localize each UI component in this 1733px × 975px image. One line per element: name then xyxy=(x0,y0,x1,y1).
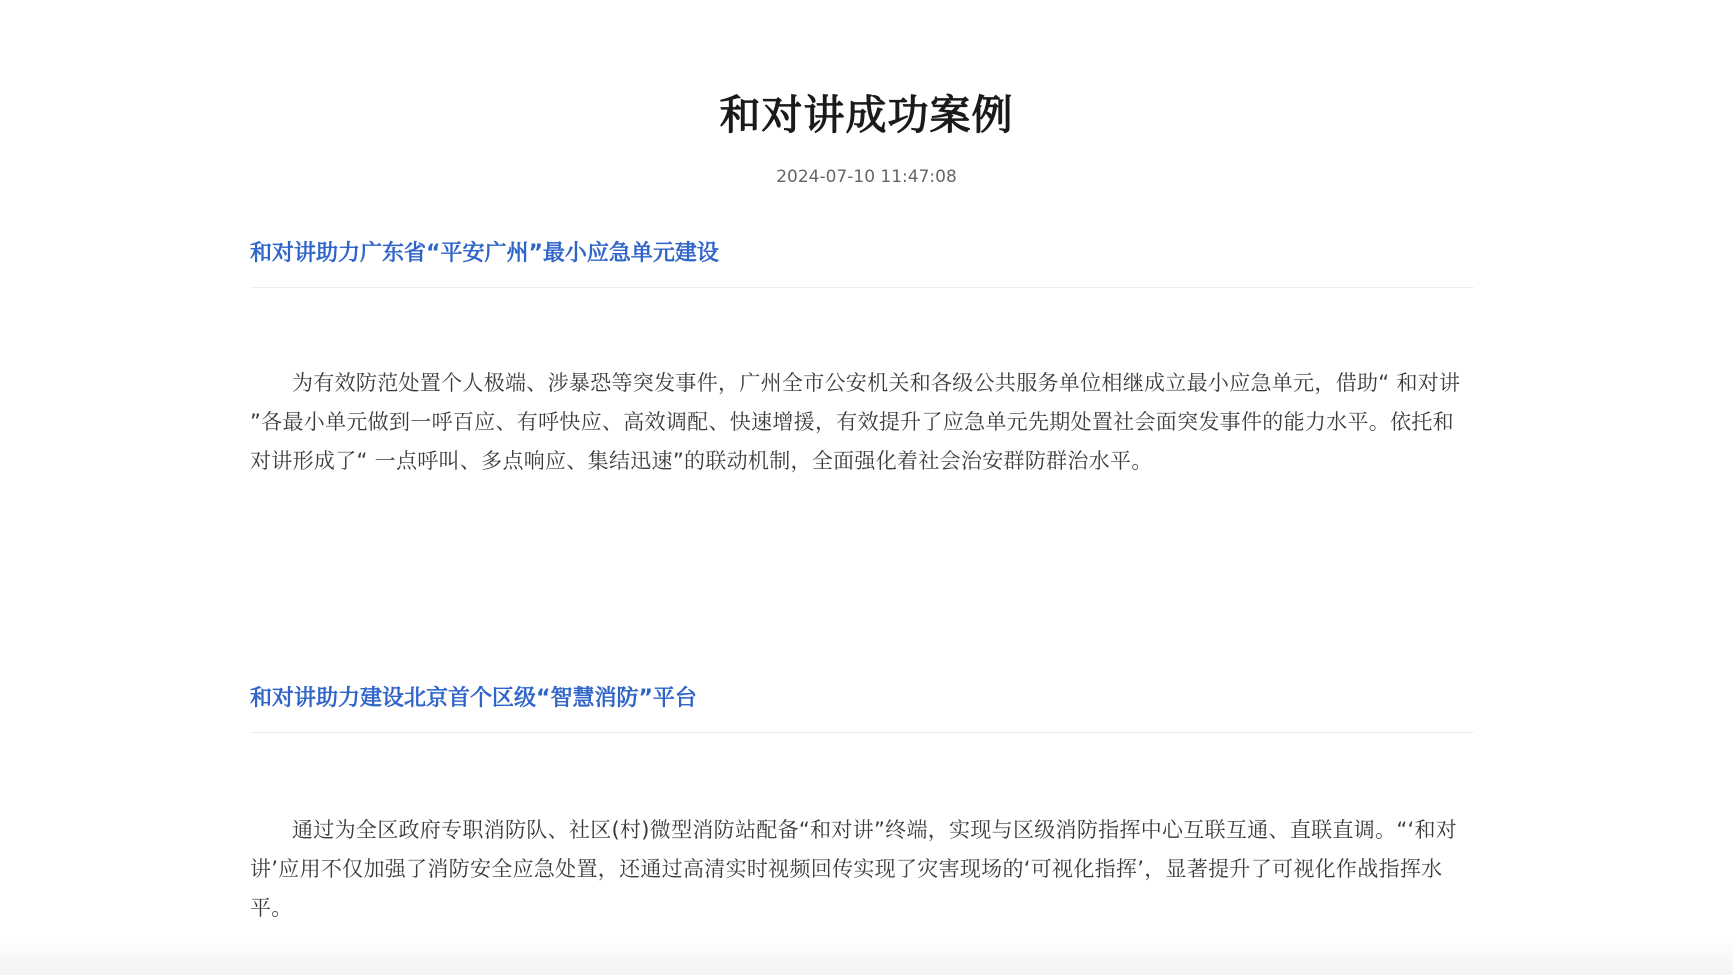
section-heading-guangzhou[interactable]: 和对讲助力广东省“平安广州”最小应急单元建设 xyxy=(250,239,1474,288)
bottom-fade xyxy=(0,937,1733,975)
article-title: 和对讲成功案例 xyxy=(719,91,1014,140)
section-body-container xyxy=(250,811,1474,928)
section-body-container xyxy=(250,364,1474,481)
section-heading-container xyxy=(250,684,1474,733)
article-date: 2024-07-10 11:47:08 xyxy=(776,167,957,187)
section-body-guangzhou: 为有效防范处置个人极端、涉暴恐等突发事件，广州全市公安机关和各级公共服务单位相继成立最小应急单元，借助“ 和对讲 ”各最小单元做到一呼百应、有呼快应、高效调配、快速增援，有效提升了应急单元先期处置社会面突发事件的能力水平。依托和对讲形成了“ 一点呼叫、多点响应、集结迅速”的联动机制，全面强化着社会治安群防群治水平。 xyxy=(250,371,1461,473)
section-heading-beijing[interactable]: 和对讲助力建设北京首个区级“智慧消防”平台 xyxy=(250,684,1474,733)
section-body-beijing: 通过为全区政府专职消防队、社区(村)微型消防站配备“和对讲”终端，实现与区级消防指挥中心互联互通、直联直调。“‘和对讲’应用不仅加强了消防安全应急处置，还通过高清实时视频回传实现了灾害现场的‘可视化指挥’，显著提升了可视化作战指挥水平。 xyxy=(250,818,1458,920)
section-heading-container xyxy=(250,239,1474,288)
